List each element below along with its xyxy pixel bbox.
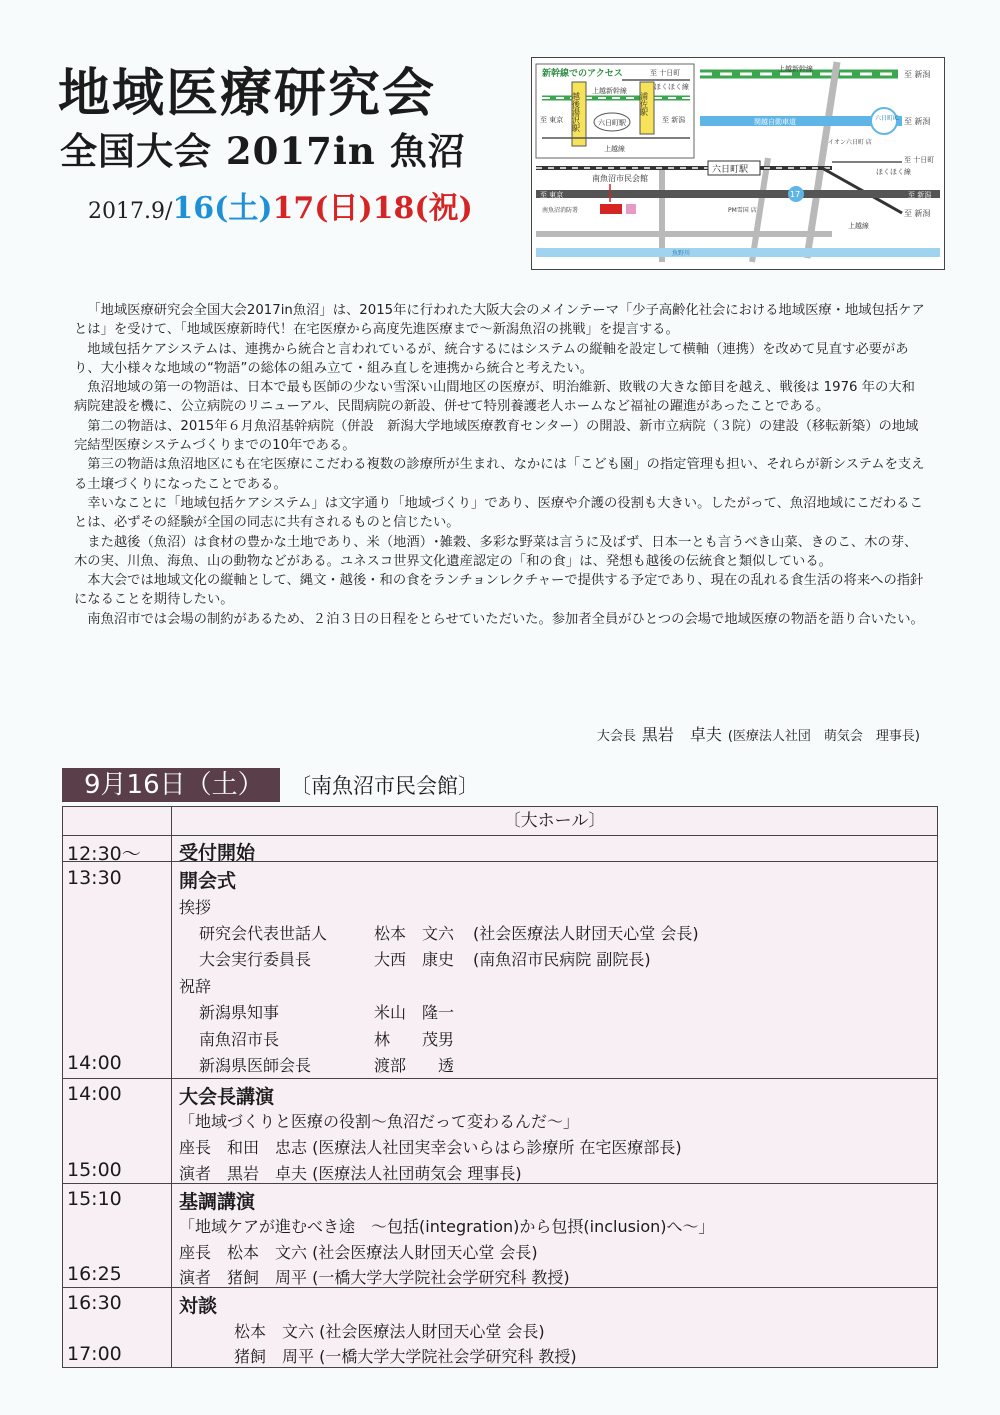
date-16: 16(土) [172,191,273,226]
speaker-name: 米山 隆一 [374,1003,455,1022]
row-time-end: 16:25 [67,1263,122,1285]
date-18: 18(祝) [372,191,473,226]
chair-line: 座長 松本 文六 (社会医療法人財団天心堂 会長) [179,1243,538,1262]
map-aeon: イオン六日町 店 [828,139,872,146]
intro-paragraph: 魚沼地域の第一の物語は、日本で最も医師の少ない雪深い山間地区の医療が、明治維新、敗戦の大きな節目を越え、戦後は 1976 年の大和病院建設を機に、公立病院のリニューアル、民間病院の新設、併せて特別養護老人ホームなど福祉の躍進があったことである。 [74,380,915,415]
map-venue-marker [600,204,622,214]
row-time-start: 16:30 [67,1292,122,1314]
map-expressway-label: 関越自動車道 [754,118,796,126]
intro-paragraph: 第二の物語は、2015年６月魚沼基幹病院（併設 新潟大学地域医療教育センター）の開設、新市立病院（３院）の建設（移転新築）の地域完結型医療システムづくりまでの10年である。 [74,418,919,454]
speaker-role: 新潟県知事 [199,1003,280,1022]
speaker-role: 研究会代表世話人 [199,924,328,943]
page-subtitle: 全国大会 2017in 魚沼 [60,129,466,173]
date-17: 17(日) [272,191,373,226]
row-time-start: 13:30 [67,867,122,889]
row-time: 12:30～ [67,843,141,865]
speaker-name: 大西 康史 [374,950,455,969]
page-title: 地域医療研究会 [58,63,437,124]
map-hokuhoku-label: ほくほく線 [876,168,911,176]
row-time-end: 17:00 [67,1343,122,1365]
venue-label: 〔南魚沼市民会館〕 [290,774,479,798]
signature-name: 黒岩 卓夫 [641,725,722,744]
row-title: 対談 [179,1295,218,1317]
map-joetsu-label: 上越線 [848,222,869,230]
map-venue-label: 南魚沼市民会館 [592,174,648,183]
map-access-title: 新幹線でのアクセス [542,69,623,79]
speaker-line: 演者 黒岩 卓夫 (医療法人社団萌気会 理事長) [179,1164,522,1183]
intro-paragraph: 幸いなことに「地域包括ケアシステム」は文字通り「地域づくり」であり、医療や介護の役割も大きい。したがって、魚沼地域にこだわることは、必ずその経験が全国の同志に共有されるものと信じたい。 [74,495,923,531]
intro-text [74,301,928,629]
map-to-niigata-3: 至 新潟 [904,209,931,218]
intro-paragraph: 南魚沼市では会場の制約があるため、２泊３日の日程をとらせていただいた。参加者全員がひとつの会場で地域医療の物語を語り合いたい。 [87,611,924,627]
map-ic-label: 六日町IC [875,115,899,122]
table-row [63,1078,937,1184]
access-map-drawing [532,58,944,269]
speaker-affiliation: (社会医療法人財団天心堂 会長) [473,924,699,943]
row-title: 受付開始 [179,842,256,864]
map-route17-number: 17 [790,190,801,199]
row-title: 開会式 [179,870,237,892]
access-map [531,57,945,270]
speaker-line: 猪飼 周平 (一橋大学大学院社会学研究科 教授) [234,1347,577,1366]
schedule-table [62,806,938,1368]
map-fire-station: 南魚沼消防署 [542,207,579,214]
row-time-end: 14:00 [67,1052,122,1074]
speaker-name: 林 茂男 [374,1030,455,1049]
table-row [63,835,937,865]
row-subheading: 祝辞 [179,977,212,996]
table-row [63,861,937,1079]
table-row [63,1183,937,1288]
speaker-line: 松本 文六 (社会医療法人財団天心堂 会長) [234,1322,545,1341]
hall-header: 〔大ホール〕 [171,807,937,836]
row-title: 基調講演 [179,1191,256,1213]
map-inset-hokuhoku: ほくほく線 [654,83,689,91]
map-shinkansen-label: 上越新幹線 [778,65,813,73]
row-time-start: 14:00 [67,1083,122,1105]
intro-paragraph: 本大会では地域文化の縦軸として、縄文・越後・和の食をランチョンレクチャーで提供する予定であり、現在の乱れる食生活の将来への指針になることを期待したい。 [74,573,924,608]
map-to-niigata-2: 至 新潟 [904,117,931,126]
lecture-title: 「地域づくりと医療の役割～魚沼だって変わるんだ～」 [179,1112,580,1131]
signature-affiliation: (医療法人社団 萌気会 理事長) [727,729,920,744]
map-inset-to-tokyo: 至 東京 [540,116,564,124]
map-route17-to-niigata: 至 新潟 [908,191,932,199]
map-river-label: 魚野川 [672,250,691,257]
speaker-role: 新潟県医師会長 [199,1056,312,1075]
intro-paragraph: また越後（魚沼）は食材の豊かな土地であり、米（地酒）･雑穀、多彩な野菜は言うに及ばず、日本一とも言うべき山菜、きのこ、木の芽、木の実、川魚、海魚、山の動物などがある。ユネスコ世界文化遺産認定の「和の食」は、発想も越後の伝統食と類似している。 [74,534,918,569]
speaker-name: 渡部 透 [374,1056,455,1075]
map-river [536,248,940,257]
row-subheading: 挨拶 [179,898,212,917]
map-inset-shinkansen-label: 上越新幹線 [592,87,627,95]
map-station: 六日町駅 [712,165,749,175]
map-parking [626,204,636,214]
row-time-end: 15:00 [67,1159,122,1181]
speaker-role: 南魚沼市長 [199,1030,280,1049]
speaker-affiliation: (南魚沼市民病院 副院長) [473,950,651,969]
intro-paragraph: 地域包括ケアシステムは、連携から統合と言われているが、統合するにはシステムの縦軸を設定して横軸（連携）を改めて見直す必要があり、大小様々な地域の“物語”の総体の組み立て・組み直しを連携から統合と考えたい。 [74,341,909,376]
chair-line: 座長 和田 忠志 (医療法人社団実幸会いらはら診療所 在宅医療部長) [179,1138,682,1157]
speaker-name: 松本 文六 [374,924,455,943]
speaker-line: 演者 猪飼 周平 (一橋大学大学院社会学研究科 教授) [179,1268,570,1287]
table-row [63,1287,937,1370]
date-prefix: 2017.9/ [88,199,173,224]
map-inset-to-niigata: 至 新潟 [662,116,686,124]
map-muikamachi: 六日町駅 [598,119,626,127]
intro-paragraph: 「地域医療研究会全国大会2017in魚沼」は、2015年に行われた大阪大会のメインテーマ「少子高齢化社会における地域医療・地域包括ケアとは」を受けて、「地域医療新時代！在宅医療から高度先進医療まで～新潟魚沼の挑戦」を提言する。 [74,303,925,338]
intro-paragraph: 第三の物語は魚沼地区にも在宅医療にこだわる複数の診療所が生まれ、なかには「こども園」の指定管理も担い、それらが新システムを支える土壌づくりになったことである。 [74,457,925,492]
speaker-role: 大会実行委員長 [199,950,312,969]
event-dates [88,187,473,234]
map-urasa: 浦佐駅 [639,92,649,116]
map-to-tokamachi: 至 十日町 [904,156,935,164]
map-inset-joetsu-label: 上越線 [604,145,625,153]
map-inset-to-tokamachi: 至 十日町 [650,69,681,77]
signature-role: 大会長 [596,729,636,744]
day-heading: 9月16日（土） [62,768,280,802]
row-time-start: 15:10 [67,1188,122,1210]
signature [597,722,920,745]
map-pm: PM雪国 店 [728,207,757,214]
map-to-niigata-1: 至 新潟 [904,70,931,79]
row-title: 大会長講演 [179,1086,275,1108]
map-route17-to-tokyo: 至 東京 [540,191,564,199]
map-yuzawa: 越後湯沢駅 [571,92,581,132]
map-road-vertical-1 [807,62,837,258]
lecture-title: 「地域ケアが進むべき途 ～包括(integration)から包摂(inclusion)へ～」 [179,1217,715,1236]
